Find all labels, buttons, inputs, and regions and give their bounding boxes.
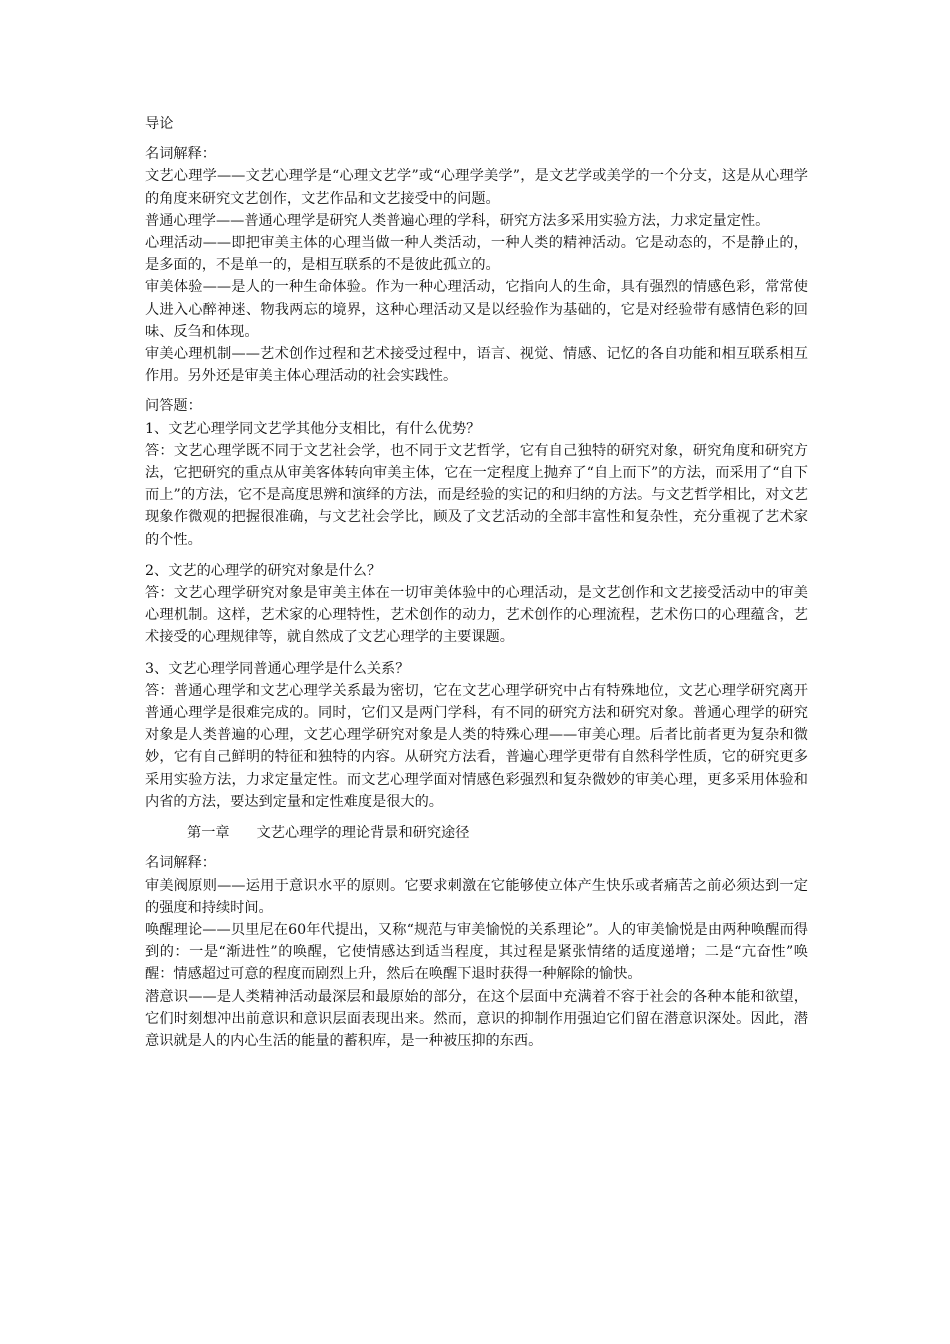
intro-title: 导论 bbox=[145, 116, 174, 132]
qa-item bbox=[145, 560, 808, 649]
term-paragraph: 心理活动——即把审美主体的心理当做一种人类活动，一种人类的精神活动。它是动态的，不是静止的，是多面的，不是单一的，是相互联系的不是彼此孤立的。 bbox=[145, 235, 808, 274]
term-paragraph: 审美体验——是人的一种生命体验。作为一种心理活动，它指向人的生命，具有强烈的情感色彩，常常使人进入心醉神迷、物我两忘的境界，这种心理活动又是以经验作为基础的，它是对经验带有感情色彩的回味、反刍和体现。 bbox=[145, 279, 808, 340]
answer-text: 答：普通心理学和文艺心理学关系最为密切，它在文艺心理学研究中占有特殊地位，文艺心理学研究离开普通心理学是很难完成的。同时，它们又是两门学科，有不同的研究方法和研究对象。普通心理学的研究对象是人类普遍的心理，文艺心理学研究对象是人类的特殊心理——审美心理。后者比前者更为复杂和微妙，它有自己鲜明的特征和独特的内容。从研究方法看，普遍心理学更带有自然科学性质，它的研究更多采用实验方法，力求定量定性。而文艺心理学面对情感色彩强烈和复杂微妙的审美心理，更多采用体验和内省的方法，要达到定量和定性难度是很大的。 bbox=[145, 682, 808, 810]
qa-item bbox=[145, 658, 808, 813]
answer-text: 答：文艺心理学研究对象是审美主体在一切审美体验中的心理活动，是文艺创作和文艺接受活动中的审美心理机制。这样，艺术家的心理特性，艺术创作的动力，艺术创作的心理流程，艺术伤口的心理蕴含，艺术接受的心理规律等，就自然成了文艺心理学的主要课题。 bbox=[145, 585, 808, 646]
chapter-title: 第一章 文艺心理学的理论背景和研究途径 bbox=[187, 825, 470, 842]
term-paragraph: 普通心理学——普通心理学是研究人类普遍心理的学科，研究方法多采用实验方法，力求定量定性。 bbox=[145, 212, 770, 229]
question-text: 2、文艺的心理学的研究对象是什么？ bbox=[145, 562, 382, 579]
term-paragraph: 审美阀原则——运用于意识水平的原则。它要求刺激在它能够使立体产生快乐或者痛苦之前必须达到一定的强度和持续时间。 bbox=[145, 877, 808, 916]
chapter-terms-section bbox=[145, 852, 808, 1052]
term-paragraph: 潜意识——是人类精神活动最深层和最原始的部分，在这个层面中充满着不容于社会的各种本能和欲望，它们时刻想冲出前意识和意识层面表现出来。然而，意识的抑制作用强迫它们留在潜意识深处。因此，潜意识就是人的内心生活的能量的蓄积库，是一种被压抑的东西。 bbox=[145, 988, 808, 1049]
intro-terms-label: 名词解释： bbox=[145, 146, 216, 163]
intro-terms-section bbox=[145, 143, 808, 387]
term-paragraph: 文艺心理学——文艺心理学是“心理文艺学”或“心理学美学”，是文艺学或美学的一个分支，这是从心理学的角度来研究文艺创作，文艺作品和文艺接受中的问题。 bbox=[145, 168, 808, 207]
document-page bbox=[145, 113, 808, 1052]
question-text: 1、文艺心理学同文艺学其他分支相比，有什么优势？ bbox=[145, 420, 481, 437]
term-paragraph: 审美心理机制——艺术创作过程和艺术接受过程中，语言、视觉、情感、记忆的各自功能和相互联系相互作用。另外还是审美主体心理活动的社会实践性。 bbox=[145, 346, 808, 385]
chapter-terms-label: 名词解释： bbox=[145, 855, 216, 872]
intro-qa-label: 问答题： bbox=[145, 398, 202, 415]
answer-text: 答：文艺心理学既不同于文艺社会学，也不同于文艺哲学，它有自己独特的研究对象，研究角度和研究方法，它把研究的重点从审美客体转向审美主体，它在一定程度上抛弃了“自上而下”的方法，而采用了“自下而上”的方法，它不是高度思辨和演绎的方法，而是经验的实记的和归纳的方法。与文艺哲学相比，对文艺现象作微观的把握很准确，与文艺社会学比，顾及了文艺活动的全部丰富性和复杂性，充分重视了艺术家的个性。 bbox=[145, 442, 808, 548]
term-paragraph: 唤醒理论——贝里尼在60年代提出，又称“规范与审美愉悦的关系理论”。人的审美愉悦是由两种唤醒而得到的：一是“渐进性”的唤醒，它使情感达到适当程度，其过程是紧张情绪的适度递增；二是“亢奋性”唤醒：情感超过可意的程度而剧烈上升，然后在唤醒下退时获得一种解除的愉快。 bbox=[145, 921, 808, 983]
question-text: 3、文艺心理学同普通心理学是什么关系？ bbox=[145, 660, 410, 677]
qa-item bbox=[145, 418, 808, 551]
